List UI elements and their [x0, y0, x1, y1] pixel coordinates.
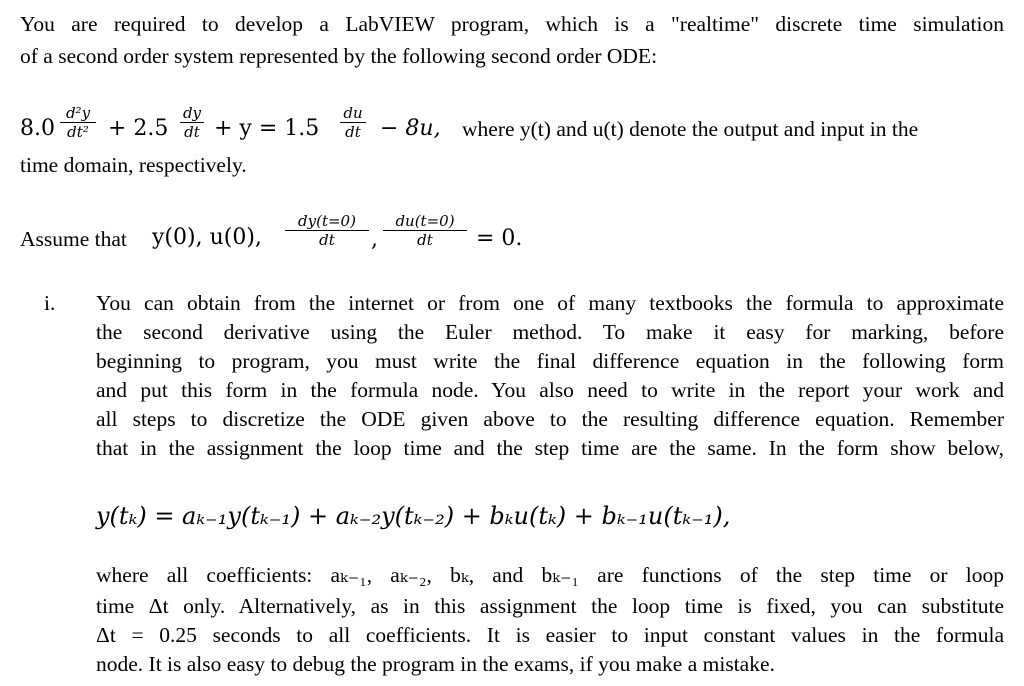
ode-term-2: + 2.5	[108, 116, 169, 141]
difference-equation: y(tₖ) = aₖ₋₁y(tₖ₋₁) + aₖ₋₂y(tₖ₋₂) + bₖu(tₖ) + bₖ₋₁u(tₖ₋₁),	[96, 502, 731, 530]
assume-fraction-dy	[285, 212, 369, 249]
assume-frac1-num: dy(t=0)	[298, 212, 356, 230]
item-i-line: You can obtain from the internet or from one of many textbooks the formula to approximate	[96, 291, 1004, 315]
coefficients-line: where all coefficients: aₖ₋₁, aₖ₋₂, bₖ, and bₖ₋₁ are functions of the step time or loop	[96, 563, 1004, 587]
coefficients-line: time Δt only. Alternatively, as in this assignment the loop time is fixed, you can substitute	[96, 594, 1004, 618]
assume-fraction-du	[383, 212, 467, 249]
intro-line-1: You are required to develop a LabVIEW program, which is a "realtime" discrete time simulation	[20, 12, 1004, 36]
assume-comma: ,	[371, 227, 378, 252]
ode-fraction-du	[340, 104, 366, 141]
coefficients-line: Δt = 0.25 seconds to all coefficients. It is easier to input constant values in the formula	[96, 623, 1004, 647]
item-i-line: beginning to program, you must write the final difference equation in the following form	[96, 349, 1004, 373]
ode-frac3-num: du	[343, 104, 363, 122]
ode-frac2-num: dy	[182, 104, 202, 122]
item-i-line: and put this form in the formula node. You also need to write in the report your work and	[96, 378, 1004, 402]
ode-term-3: + y = 1.5	[214, 116, 320, 141]
ode-coef-1: 8.0	[20, 116, 55, 141]
list-marker-i: i.	[44, 291, 56, 315]
coefficients-line: node. It is also easy to debug the program in the exams, if you make a mistake.	[96, 652, 775, 676]
assume-lead: Assume that	[20, 227, 127, 251]
intro-line-2: of a second order system represented by the following second order ODE:	[20, 44, 658, 68]
assume-frac1-den: dt	[285, 230, 369, 249]
ode-frac1-den: dt²	[60, 122, 96, 141]
assume-frac2-num: du(t=0)	[395, 212, 455, 230]
ode-frac2-den: dt	[180, 122, 204, 141]
ode-frac1-num: d²y	[65, 104, 91, 122]
item-i-line: that in the assignment the loop time and the step time are the same. In the form show below,	[96, 436, 1004, 460]
ode-line-2: time domain, respectively.	[20, 153, 247, 177]
ode-fraction-dy	[180, 104, 204, 141]
assume-frac2-den: dt	[383, 230, 467, 249]
ode-frac3-den: dt	[340, 122, 366, 141]
ode-where-text: where y(t) and u(t) denote the output and input in the	[462, 117, 919, 141]
ode-fraction-d2y	[60, 104, 96, 141]
assume-vars: y(0), u(0),	[152, 225, 262, 250]
item-i-line: all steps to discretize the ODE given above to the resulting difference equation. Remember	[96, 407, 1004, 431]
item-i-line: the second derivative using the Euler method. To make it easy for marking, before	[96, 320, 1004, 344]
ode-term-4: − 8u,	[380, 116, 441, 141]
assume-tail: = 0.	[476, 226, 523, 251]
